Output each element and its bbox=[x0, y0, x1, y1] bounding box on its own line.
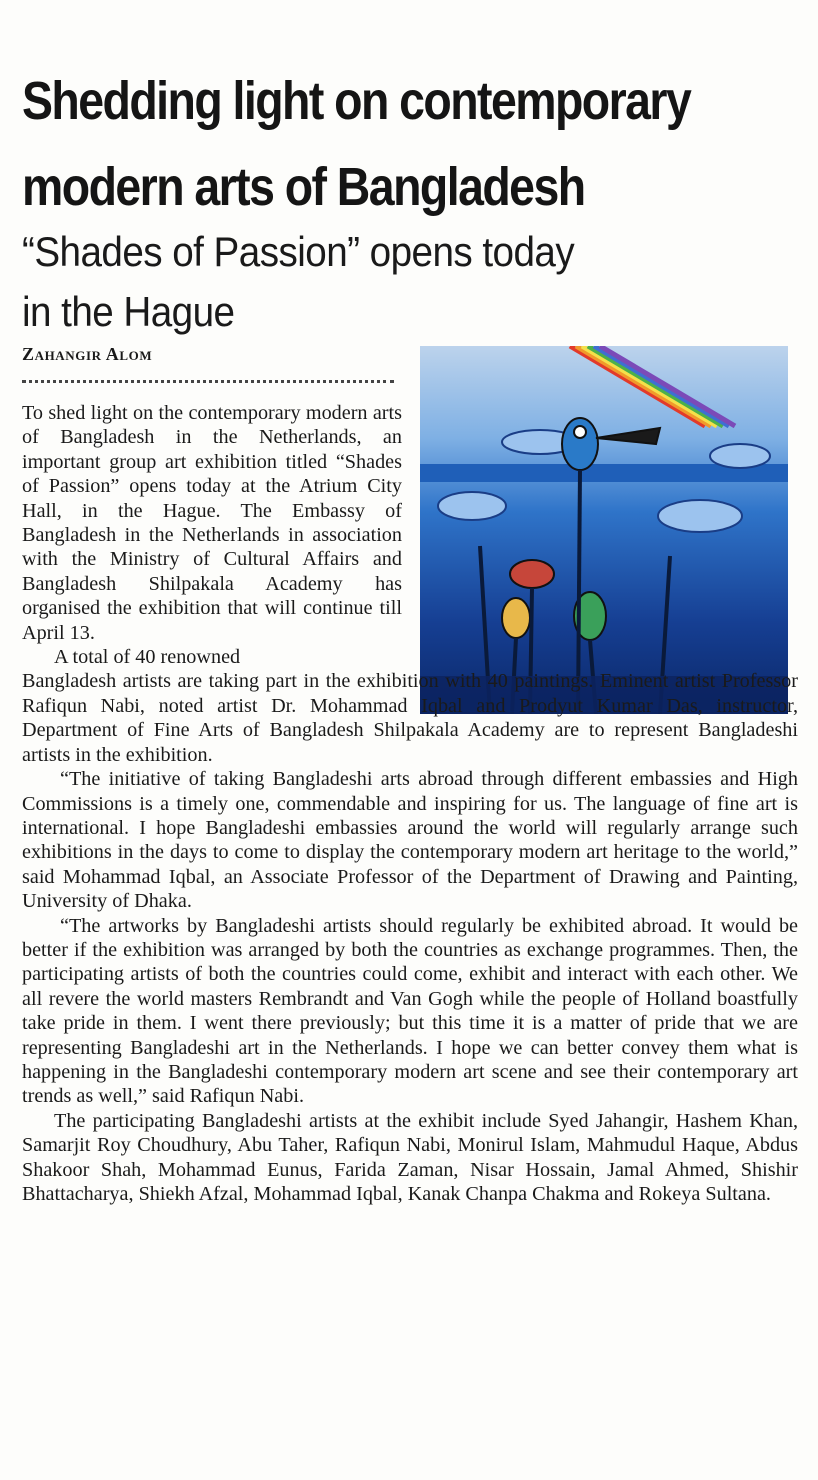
paragraph-2-lead: A total of 40 renowned bbox=[54, 646, 241, 669]
subheadline bbox=[22, 222, 740, 342]
paragraph-1: To shed light on the contemporary modern arts of Bangladesh in the Netherlands, an important group art exhibition titled “Shades of Passion” opens today at the Atrium City Hall, in the Hague. The Embassy of Bangladesh in the Netherlands in association with the Ministry of Cultural Affairs and Bangladesh Shilpakala Academy has organised the exhibition that will continue till April 13. bbox=[22, 402, 402, 644]
subheadline-line-2: in the Hague bbox=[22, 288, 235, 335]
byline-divider bbox=[22, 380, 394, 383]
paragraph-2: Bangladesh artists are taking part in the exhibition with 40 paintings. Eminent artist Professor Rafiqun Nabi, noted artist Dr. Mohammad Iqbal and Prodyut Kumar Das, instructor, Department of Fine Arts of Bangladesh Shilpakala Academy are to represent Bangladeshi artists in the exhibition. bbox=[22, 670, 798, 766]
article-body bbox=[22, 401, 798, 1206]
paragraph-5: The participating Bangladeshi artists at the exhibit include Syed Jahangir, Hashem Khan, Samarjit Roy Choudhury, Abu Taher, Rafiqun Nabi, Monirul Islam, Mahmudul Haque, Abdus Shakoor Shah, Mohammad Eunus, Farida Zaman, Nisar Hossain, Jamal Ahmed, Shishir Bhattacharya, Shiekh Afzal, Mohammad Iqbal, Kanak Chanpa Chakma and Rokeya Sultana. bbox=[22, 1109, 798, 1205]
headline bbox=[22, 58, 811, 230]
headline-line-1: Shedding light on contemporary bbox=[22, 71, 691, 131]
headline-line-2: modern arts of Bangladesh bbox=[22, 157, 585, 217]
paragraph-4: “The artworks by Bangladeshi artists should regularly be exhibited abroad. It would be better if the exhibition was arranged by both the countries as exchange programmes. Then, the participating artists of both the countries could come, exhibit and interact with each other. We all revere the world masters Rembrandt and Van Gogh while the people of Holland boastfully take pride in them. I went there previously; but this time it is a matter of pride that we are representing Bangladeshi art in the Netherlands. I hope we can better convey them what is happening in the Bangladeshi contemporary modern art scene and see their contemporary art trends as well,” said Rafiqun Nabi. bbox=[22, 914, 798, 1108]
paragraph-3: “The initiative of taking Bangladeshi arts abroad through different embassies and High Commissions is a timely one, commendable and inspiring for us. The language of fine art is international. I hope Bangladeshi embassies around the world will regularly arrange such exhibitions in the days to come to display the contemporary modern art heritage to the world,” said Mohammad Iqbal, an Associate Professor of the Department of Drawing and Painting, University of Dhaka. bbox=[22, 768, 798, 913]
subheadline-line-1: “Shades of Passion” opens today bbox=[22, 228, 575, 275]
byline: Zahangir Alom bbox=[22, 344, 153, 364]
